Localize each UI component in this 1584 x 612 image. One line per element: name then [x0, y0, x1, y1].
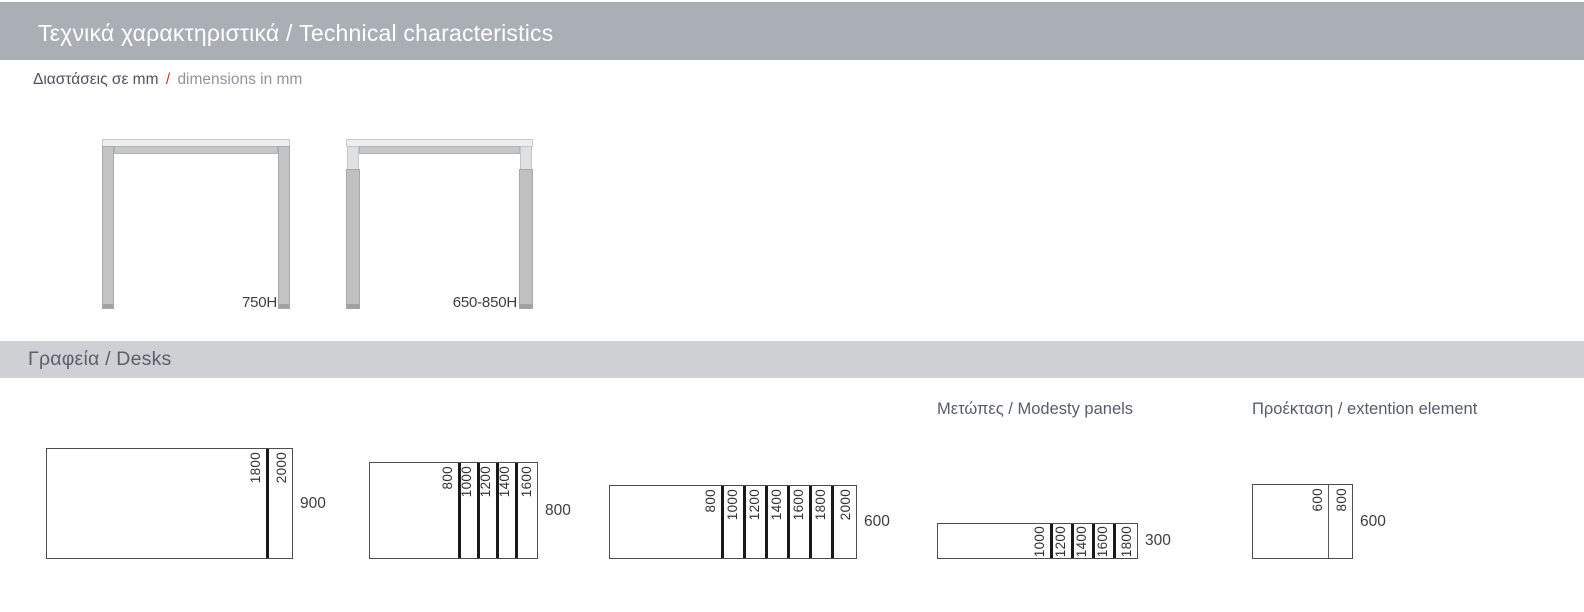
width-value: 1200	[1053, 526, 1068, 558]
width-segment	[834, 486, 856, 558]
width-segment	[518, 463, 537, 558]
section-title: Τεχνικά χαρακτηριστικά / Technical characteristics	[38, 19, 554, 46]
leg-right-upper	[520, 146, 532, 171]
leg-left-upper	[347, 146, 359, 171]
width-value: 800	[440, 466, 455, 490]
width-value: 1000	[1032, 526, 1047, 558]
width-segment	[269, 449, 292, 558]
leg-left-lower	[346, 169, 360, 309]
desk-frame-fixed-height	[102, 139, 290, 309]
leg-foot	[279, 304, 289, 308]
width-segment	[499, 463, 518, 558]
depth-value: 600	[864, 513, 890, 530]
width-value: 1000	[459, 466, 474, 498]
leg-left	[102, 146, 114, 309]
dimension-box-extension-element	[1252, 484, 1386, 559]
depth-value: 800	[545, 501, 571, 519]
crossbeam	[114, 146, 278, 154]
width-segment	[790, 486, 812, 558]
width-value: 600	[1310, 488, 1325, 512]
width-value: 1000	[725, 489, 740, 521]
dimensions-note	[33, 71, 302, 89]
section-title: Γραφεία / Desks	[28, 348, 172, 370]
width-segment	[610, 486, 724, 558]
dimensions-note-english: dimensions in mm	[177, 71, 303, 88]
leg-foot	[347, 304, 359, 308]
width-value: 1400	[497, 466, 512, 498]
width-segment	[812, 486, 834, 558]
section-header-desks	[0, 341, 1584, 378]
depth-value: 300	[1145, 532, 1171, 549]
width-value: 2000	[274, 452, 289, 484]
width-segment	[1053, 524, 1074, 558]
width-segment	[47, 449, 269, 558]
width-value: 800	[703, 489, 718, 513]
depth-value: 600	[1360, 512, 1386, 530]
width-segment	[370, 463, 461, 558]
width-segment	[1095, 524, 1116, 558]
leg-right	[278, 146, 290, 309]
section-header-technical	[0, 2, 1584, 60]
width-segment	[1329, 485, 1352, 558]
crossbeam	[359, 146, 520, 154]
width-value: 1400	[1074, 526, 1089, 558]
width-segment	[1253, 485, 1329, 558]
dimension-box-desks-800	[369, 462, 571, 559]
width-segment	[938, 524, 1053, 558]
leg-right-lower	[519, 169, 533, 309]
width-value: 1800	[1119, 526, 1134, 558]
width-segment	[1116, 524, 1137, 558]
width-segment	[746, 486, 768, 558]
width-value: 1600	[791, 489, 806, 521]
width-value: 1600	[519, 466, 534, 498]
leg-foot	[103, 304, 113, 308]
dimension-box-desks-900	[46, 448, 326, 559]
width-value: 2000	[838, 489, 853, 521]
width-value: 1400	[769, 489, 784, 521]
frame-height-label: 750H	[241, 294, 277, 311]
dimensions-note-separator: /	[165, 71, 171, 88]
width-segment	[768, 486, 790, 558]
width-segment	[1074, 524, 1095, 558]
depth-value: 900	[300, 494, 326, 512]
width-segment	[724, 486, 746, 558]
heading-modesty-panels: Μετώπες / Modesty panels	[937, 400, 1134, 418]
width-value: 1200	[747, 489, 762, 521]
dimension-box-modesty-panels	[937, 523, 1171, 559]
leg-foot	[520, 304, 532, 308]
width-value: 1200	[478, 466, 493, 498]
width-value: 800	[1334, 488, 1349, 512]
width-value: 1600	[1095, 526, 1110, 558]
heading-extension-element: Προέκταση / extention element	[1252, 400, 1478, 418]
width-value: 1800	[813, 489, 828, 521]
frame-height-label: 650-850H	[452, 294, 517, 311]
width-value: 1800	[248, 452, 263, 484]
desk-frame-adjustable-height	[346, 139, 533, 309]
dimensions-note-greek: Διαστάσεις σε mm	[33, 71, 159, 88]
dimension-box-desks-600	[609, 485, 890, 559]
